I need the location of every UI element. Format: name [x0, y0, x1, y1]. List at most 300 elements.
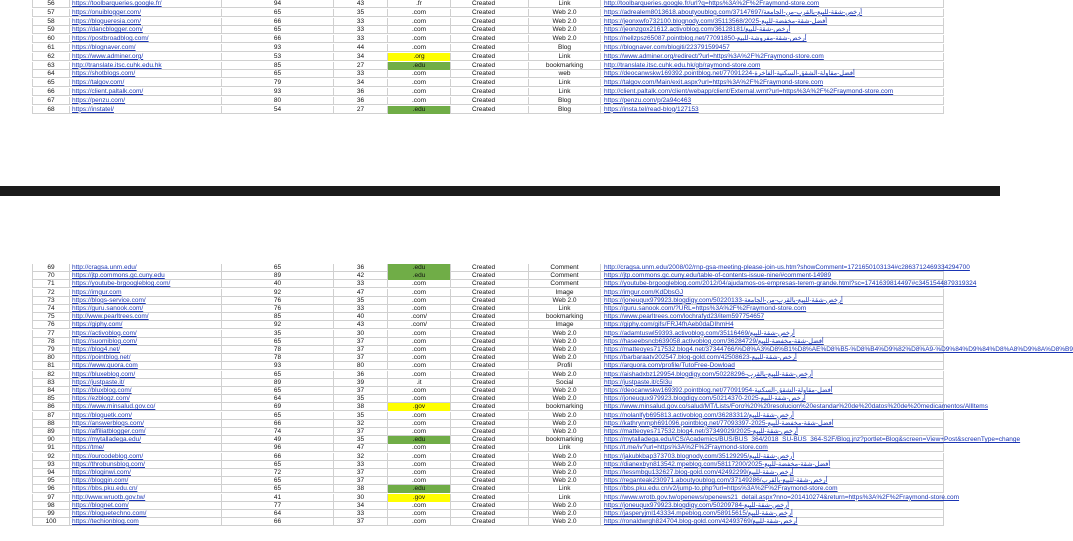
backlink-url-link[interactable]: https://giphy.com/gifs/FRJ4fhAeb0daDIhmH4: [601, 321, 944, 329]
site-url-link[interactable]: https://onuiblogger.com/: [70, 9, 222, 17]
backlink-url-link[interactable]: https://penzu.com/p/2a94c463: [601, 97, 944, 105]
da-cell: 85: [222, 313, 334, 321]
site-url-link[interactable]: https://affiliatblogger.com/: [70, 428, 222, 436]
table-row[interactable]: [32, 338, 944, 346]
da-cell: 78: [222, 346, 334, 354]
backlink-url-link[interactable]: https://jasperyjml143334.mpeblog.com/58915615/أرخص-شقة-للبيع: [601, 510, 944, 518]
pa-cell: 35: [334, 395, 388, 403]
pa-cell: 37: [334, 338, 388, 346]
table-row[interactable]: [32, 313, 944, 321]
da-cell: 76: [222, 297, 334, 305]
tld-cell: .com: [388, 362, 451, 370]
table-row[interactable]: [32, 346, 1073, 354]
table-row[interactable]: [32, 18, 944, 26]
table-row[interactable]: [32, 453, 944, 461]
tld-cell: .com: [388, 346, 451, 354]
link-type-cell: bookmarking: [529, 62, 601, 70]
pa-cell: 33: [334, 18, 388, 26]
site-url-link[interactable]: http://translate.itsc.cuhk.edu.hk: [70, 62, 222, 70]
backlink-url-link[interactable]: https://joneuqux979923.blogdigy.com/50220133-أرخص-شقة-للبيع-بالقرب-من-الجامعة: [601, 297, 944, 305]
table-row[interactable]: [32, 436, 1021, 444]
site-url-link[interactable]: https://talgov.com/: [70, 79, 222, 87]
backlink-url-link[interactable]: https://joneuqux979923.blogdigy.com/50209784-أرخص-شقة-للبيع: [601, 502, 944, 510]
table-row[interactable]: [32, 461, 944, 469]
tld-cell: .com: [388, 502, 451, 510]
site-url-link[interactable]: https://answerblogs.com/: [70, 420, 222, 428]
pa-cell: 37: [334, 346, 388, 354]
row-number-cell: 94: [32, 469, 70, 477]
status-cell: Created: [451, 70, 529, 78]
status-cell: Created: [451, 477, 529, 485]
backlink-url-link[interactable]: https://www.wrotb.gov.tw/openews/openews21_detail.aspx?nno=201410274&return=https%3A%2F%2Fraymond-store.com: [601, 494, 944, 502]
backlink-url-link[interactable]: https://jeonzgox21612.activoblog.com/36128181/أرخص-شقة-للبيع: [601, 26, 944, 34]
link-type-cell: Web 2.0: [529, 35, 601, 43]
row-number-cell: 64: [32, 70, 70, 78]
table-row[interactable]: [32, 354, 944, 362]
link-type-cell: bookmarking: [529, 403, 601, 411]
pa-cell: 33: [334, 510, 388, 518]
tld-cell: .com: [388, 453, 451, 461]
status-cell: Created: [451, 412, 529, 420]
pa-cell: 34: [334, 79, 388, 87]
table-row[interactable]: [32, 26, 944, 34]
da-cell: 65: [222, 485, 334, 493]
tld-cell: .com: [388, 97, 451, 105]
backlink-url-link[interactable]: https://insta.tel/read-blog/127153: [601, 106, 944, 114]
da-cell: 72: [222, 469, 334, 477]
pa-cell: 37: [334, 469, 388, 477]
da-cell: 65: [222, 26, 334, 34]
table-row[interactable]: [32, 330, 944, 338]
backlink-url-link[interactable]: http://cragsa.unm.edu/2008/02/rnp-gsa-meeting-please-join-us.htm?showComment=1721650103134#c2863712469334294700: [601, 264, 944, 272]
link-type-cell: Link: [529, 53, 601, 61]
da-cell: 92: [222, 321, 334, 329]
da-cell: 40: [222, 280, 334, 288]
backlink-url-link[interactable]: https://www.pearltrees.com/lochrafyd23/item597754657: [601, 313, 944, 321]
pa-cell: 36: [334, 264, 388, 272]
table-row[interactable]: [32, 79, 944, 87]
site-url-link[interactable]: https://blog4.net/: [70, 346, 222, 354]
row-number-cell: 71: [32, 280, 70, 288]
backlink-url-link[interactable]: http://toolbarqueries.google.fr/url?q=https%3A%2F%2Fraymond-store.com: [601, 0, 944, 8]
site-url-link[interactable]: https://www.adminer.org/: [70, 53, 222, 61]
pa-cell: 37: [334, 354, 388, 362]
row-number-cell: 96: [32, 485, 70, 493]
table-row[interactable]: [32, 444, 944, 452]
backlink-url-link[interactable]: https://barbaraatv202547.blog-gold.com/42508623-أرخص-شقة-للبيع: [601, 354, 944, 362]
pa-cell: 36: [334, 97, 388, 105]
row-number-cell: 92: [32, 453, 70, 461]
row-number-cell: 75: [32, 313, 70, 321]
site-url-link[interactable]: https://bloginwi.com/: [70, 469, 222, 477]
site-url-link[interactable]: https://bloguetechno.com/: [70, 510, 222, 518]
da-cell: 92: [222, 289, 334, 297]
da-cell: 77: [222, 502, 334, 510]
row-number-cell: 56: [32, 0, 70, 8]
table-row[interactable]: [32, 371, 944, 379]
tld-cell: .com/: [388, 313, 451, 321]
table-row[interactable]: [32, 305, 944, 313]
site-url-link[interactable]: https://penzu.com/: [70, 97, 222, 105]
table-row[interactable]: [32, 88, 944, 96]
backlink-url-link[interactable]: https://t.me/iv?url=https%3A%2F%2Fraymond-store.com: [601, 444, 944, 452]
status-cell: Created: [451, 330, 529, 338]
tld-cell: .com: [388, 510, 451, 518]
status-cell: Created: [451, 354, 529, 362]
status-cell: Created: [451, 106, 529, 114]
link-type-cell: Web 2.0: [529, 428, 601, 436]
site-url-link[interactable]: https://blogueresia.com/: [70, 18, 222, 26]
backlink-url-link[interactable]: https://ronaldwrgh824704.blog-gold.com/42493769/أرخص-شقة-للبيع: [601, 518, 944, 526]
site-url-link[interactable]: https://blogs-service.com/: [70, 297, 222, 305]
backlink-url-link[interactable]: https://talgov.com/Main/exit.aspx?url=https%3A%2F%2Fraymond-store.com: [601, 79, 944, 87]
da-cell: 65: [222, 9, 334, 17]
tld-cell: .edu: [388, 106, 451, 114]
backlink-url-link[interactable]: https://www.minsalud.gov.co/salud/MT/Lists/Foro%20%20resolucion%20estandar%20de%20datos%20de%20medicamentos/AllItems: [601, 403, 944, 411]
pa-cell: 36: [334, 371, 388, 379]
backlink-url-link[interactable]: https://nellzpsz65087.pointblog.net/77091850-أرخص-شقة-مفروشة-للبيع: [601, 35, 944, 43]
site-url-link[interactable]: https://blognaver.com/: [70, 44, 222, 52]
link-type-cell: bookmarking: [529, 313, 601, 321]
site-url-link[interactable]: https://www.minsalud.gov.co/: [70, 403, 222, 411]
row-number-cell: 72: [32, 289, 70, 297]
site-url-link[interactable]: https://shotblogs.com/: [70, 70, 222, 78]
table-row[interactable]: [32, 493, 960, 502]
link-type-cell: Web 2.0: [529, 18, 601, 26]
da-cell: 74: [222, 428, 334, 436]
status-cell: Created: [451, 518, 529, 526]
da-cell: 64: [222, 395, 334, 403]
table-row[interactable]: [32, 0, 944, 8]
table-row[interactable]: [32, 272, 944, 280]
row-number-cell: 98: [32, 502, 70, 510]
backlink-url-link[interactable]: https://youtube-brgoogleblog.com/2012/04/ajudamos-os-empresas-terem-grande.html?sc=1741639814497#c3451544879319324: [601, 280, 944, 288]
backlink-url-link[interactable]: https://justpaste.it/c5l3u: [601, 379, 944, 387]
tld-cell: .com: [388, 280, 451, 288]
row-number-cell: 61: [32, 44, 70, 52]
link-type-cell: Web 2.0: [529, 477, 601, 485]
pa-cell: 40: [334, 313, 388, 321]
site-url-link[interactable]: https://youtube-brgoogleblog.com/: [70, 280, 222, 288]
site-url-link[interactable]: https://justpaste.it/: [70, 379, 222, 387]
row-number-cell: 100: [32, 518, 70, 526]
status-cell: Created: [451, 346, 529, 354]
tld-cell: .edu: [388, 436, 451, 444]
pa-cell: 37: [334, 428, 388, 436]
status-cell: Created: [451, 387, 529, 395]
link-type-cell: bookmarking: [529, 436, 601, 444]
table-row[interactable]: [32, 469, 944, 477]
site-url-link[interactable]: https://jtp.commons.gc.cuny.edu: [70, 272, 222, 280]
table-row[interactable]: [32, 518, 944, 526]
backlink-url-link[interactable]: https://guru.sanook.com/?URL=https%3A%2F%2Fraymond-store.com: [601, 305, 944, 313]
backlink-url-link[interactable]: https://reganteak230971.aboutyoublog.com/37149286/أرخص-شقة-للبيع-بالقرب: [601, 477, 944, 485]
da-cell: 35: [222, 330, 334, 338]
link-type-cell: web: [529, 70, 601, 78]
da-cell: 80: [222, 97, 334, 105]
table-row[interactable]: [32, 477, 944, 485]
backlink-url-link[interactable]: https://deocanwskw169392.pointblog.net/77091224-أفضل-مقاولة-الشقق-السكنية-الفاخرة: [601, 70, 944, 78]
site-url-link[interactable]: http://www.pearltrees.com/: [70, 313, 222, 321]
da-cell: 93: [222, 362, 334, 370]
table-row[interactable]: [32, 485, 944, 493]
table-row[interactable]: [32, 362, 944, 370]
table-row[interactable]: [32, 379, 944, 387]
site-url-link[interactable]: https://dancblogger.com/: [70, 26, 222, 34]
tld-cell: .com: [388, 289, 451, 297]
row-number-cell: 95: [32, 477, 70, 485]
row-number-cell: 91: [32, 444, 70, 452]
table-row[interactable]: [32, 9, 944, 17]
tld-cell: .com: [388, 18, 451, 26]
backlink-url-link[interactable]: https://joneuqux979923.blogdigy.com/50214370-2025-أرخص-شقة-للبيع: [601, 395, 944, 403]
table-row[interactable]: [32, 395, 944, 403]
table-row[interactable]: [32, 280, 977, 288]
site-url-link[interactable]: https://blognet.com/: [70, 502, 222, 510]
link-type-cell: Web 2.0: [529, 395, 601, 403]
pa-cell: 35: [334, 297, 388, 305]
pa-cell: 42: [334, 272, 388, 280]
table-row[interactable]: [32, 321, 944, 329]
status-cell: Created: [451, 44, 529, 52]
table-row[interactable]: [32, 106, 944, 114]
tld-cell: .edu: [388, 264, 451, 272]
site-url-link[interactable]: https://bluxeblog.com/: [70, 371, 222, 379]
backlink-url-link[interactable]: https://imgur.com/KdDbsGJ: [601, 289, 944, 297]
site-url-link[interactable]: https://instatel/: [70, 106, 222, 114]
pa-cell: 47: [334, 289, 388, 297]
backlink-url-link[interactable]: https://jtp.commons.gc.cuny.edu/table-of-contents-issue-nine/#comment-14989: [601, 272, 944, 280]
row-number-cell: 99: [32, 510, 70, 518]
status-cell: Created: [451, 338, 529, 346]
site-url-link[interactable]: https://client.paltalk.com/: [70, 88, 222, 96]
backlink-url-link[interactable]: https://www.adminer.org/redirect/?url=https%3A%2F%2Fraymond-store.com: [601, 53, 944, 61]
status-cell: Created: [451, 297, 529, 305]
link-type-cell: Link: [529, 79, 601, 87]
link-type-cell: Web 2.0: [529, 330, 601, 338]
status-cell: Created: [451, 9, 529, 17]
tld-cell: .com: [388, 354, 451, 362]
row-number-cell: 86: [32, 403, 70, 411]
link-type-cell: Image: [529, 321, 601, 329]
table-row[interactable]: [32, 387, 944, 395]
backlink-url-link[interactable]: https://tessmbgu132627.blog-gold.com/42492299/أرخص-شقة-للبيع: [601, 469, 944, 477]
row-number-cell: 89: [32, 428, 70, 436]
site-url-link[interactable]: https://ourcodeblog.com/: [70, 453, 222, 461]
tld-cell: .com: [388, 395, 451, 403]
backlink-url-link[interactable]: https://adrealem8013618.aboutyoublog.com/37147697/أرخص-شقة-للبيع-بالقرب-من-الجامعة: [601, 9, 944, 17]
tld-cell: .com: [388, 35, 451, 43]
site-url-link[interactable]: https://ezblogz.com/: [70, 395, 222, 403]
row-number-cell: 76: [32, 321, 70, 329]
link-type-cell: Web 2.0: [529, 354, 601, 362]
backlink-url-link[interactable]: https://deocanwskw169392.pointblog.net/77091954-أفضل-مقاولة-الشقق-السكنية: [601, 387, 944, 395]
link-type-cell: Link: [529, 485, 601, 493]
row-number-cell: 81: [32, 362, 70, 370]
status-cell: Created: [451, 469, 529, 477]
row-number-cell: 83: [32, 379, 70, 387]
status-cell: Created: [451, 305, 529, 313]
site-url-link[interactable]: http://cragsa.unm.edu/: [70, 264, 222, 272]
pa-cell: 37: [334, 387, 388, 395]
spreadsheet-top: [32, 0, 944, 114]
backlink-url-link[interactable]: http://translate.itsc.cuhk.edu.hk/gb/raymond-store.com: [601, 62, 944, 70]
pa-cell: 43: [334, 321, 388, 329]
backlink-url-link[interactable]: https://matteoyes717532.blog4.net/37349029/2025-أرخص-شقة-للبيع: [601, 428, 944, 436]
status-cell: Created: [451, 502, 529, 510]
backlink-url-link[interactable]: https://kathrynmph691096.pointblog.net/77093397-2025-أفضل-شقة-مخفضة-للبيع: [601, 420, 944, 428]
site-url-link[interactable]: https://bloguetk.com/: [70, 412, 222, 420]
backlink-url-link[interactable]: https://aishadxbz129954.blogdigy.com/50228296-أرخص-شقة-للبيع-بالقرب: [601, 371, 944, 379]
status-cell: Created: [451, 79, 529, 87]
site-url-link[interactable]: https://giphy.com/: [70, 321, 222, 329]
pa-cell: 27: [334, 106, 388, 114]
table-row[interactable]: [32, 35, 944, 43]
site-url-link[interactable]: https://bloggin.com/: [70, 477, 222, 485]
table-row[interactable]: [32, 403, 988, 411]
pa-cell: 37: [334, 477, 388, 485]
backlink-url-link[interactable]: https://jeonxwfo732100.blognody.com/35113568/2025-أفضل-شقة-مخفضة-للبيع: [601, 18, 944, 26]
site-url-link[interactable]: https://postbroadblog.com/: [70, 35, 222, 43]
link-type-cell: Link: [529, 494, 601, 502]
site-url-link[interactable]: https://techionblog.com: [70, 518, 222, 526]
link-type-cell: Blog: [529, 97, 601, 105]
da-cell: 78: [222, 354, 334, 362]
status-cell: Created: [451, 18, 529, 26]
table-row[interactable]: [32, 44, 944, 52]
pa-cell: 30: [334, 494, 388, 502]
backlink-url-link[interactable]: http://client.paltalk.com/client/webapp/client/External.wmt?url=https%3A%2F%2Fraymond-store.com: [601, 88, 944, 96]
da-cell: 66: [222, 35, 334, 43]
site-url-link[interactable]: https://toolbarqueries.google.fr/: [70, 0, 222, 8]
link-type-cell: Comment: [529, 272, 601, 280]
pa-cell: 37: [334, 518, 388, 526]
backlink-url-link[interactable]: https://dianexbyn813542.mpeblog.com/58117200/2025-أفضل-شقة-مخفضة-للبيع: [601, 461, 944, 469]
da-cell: 89: [222, 379, 334, 387]
table-row[interactable]: [32, 502, 944, 510]
status-cell: Created: [451, 395, 529, 403]
backlink-url-link[interactable]: https://haseebsncb639058.activoblog.com/36284729/أفضل-شقة-مخفضة-للبيع: [601, 338, 944, 346]
site-url-link[interactable]: https://suomiblog.com/: [70, 338, 222, 346]
backlink-url-link[interactable]: https://jakubkbap373703.blognody.com/35129295/أرخص-شقة-للبيع: [601, 453, 944, 461]
pa-cell: 32: [334, 420, 388, 428]
site-url-link[interactable]: https://bbs.pku.edu.cn/: [70, 485, 222, 493]
table-row[interactable]: [32, 428, 944, 436]
link-type-cell: Profil: [529, 362, 601, 370]
tld-cell: .com: [388, 330, 451, 338]
row-number-cell: 67: [32, 97, 70, 105]
row-number-cell: 90: [32, 436, 70, 444]
site-url-link[interactable]: https://tme/: [70, 444, 222, 452]
table-row[interactable]: [32, 264, 970, 272]
da-cell: 66: [222, 453, 334, 461]
backlink-url-link[interactable]: https://arquora.com/profile/TutoFree-Dowload: [601, 362, 944, 370]
table-row[interactable]: [32, 62, 944, 70]
status-cell: Created: [451, 289, 529, 297]
backlink-url-link[interactable]: https://bbs.pku.edu.cn/v2/jump-to.php?url=https%3A%2F%2Fraymond-store.com: [601, 485, 944, 493]
table-row[interactable]: [32, 412, 944, 420]
link-type-cell: Link: [529, 88, 601, 96]
site-url-link[interactable]: http://www.wruotb.gov.tw/: [70, 494, 222, 502]
status-cell: Created: [451, 485, 529, 493]
status-cell: Created: [451, 436, 529, 444]
row-number-cell: 80: [32, 354, 70, 362]
backlink-url-link[interactable]: https://nolanlfyb695813.activoblog.com/36283312/أرخص-شقة-للبيع: [601, 412, 944, 420]
da-cell: 65: [222, 412, 334, 420]
status-cell: Created: [451, 420, 529, 428]
pa-cell: 35: [334, 436, 388, 444]
tld-cell: .edu: [388, 272, 451, 280]
tld-cell: .fr: [388, 0, 451, 8]
status-cell: Created: [451, 321, 529, 329]
da-cell: 94: [222, 0, 334, 8]
site-url-link[interactable]: https://guru.sanook.com/: [70, 305, 222, 313]
link-type-cell: Web 2.0: [529, 297, 601, 305]
site-url-link[interactable]: https://bluxblog.com/: [70, 387, 222, 395]
tld-cell: .com: [388, 338, 451, 346]
tld-cell: .gov: [388, 494, 451, 502]
site-url-link[interactable]: https://www.quora.com: [70, 362, 222, 370]
pa-cell: 38: [334, 403, 388, 411]
da-cell: 65: [222, 371, 334, 379]
pa-cell: 30: [334, 330, 388, 338]
pa-cell: 27: [334, 62, 388, 70]
backlink-url-link[interactable]: https://blognaver.com/blogiti/223791599457: [601, 44, 944, 52]
site-url-link[interactable]: https://pointblog.net/: [70, 354, 222, 362]
backlink-url-link[interactable]: https://mytalladega.edu/ICS/Academics/BUS/BUS_364/2018_SU-BUS_364-S2F/Blog.jnz?portlet=Blog&screen=View+Post&screenType=change: [601, 436, 944, 444]
table-row[interactable]: [32, 70, 944, 78]
status-cell: Created: [451, 26, 529, 34]
pa-cell: 38: [334, 485, 388, 493]
tld-cell: .com: [388, 518, 451, 526]
status-cell: Created: [451, 97, 529, 105]
table-row[interactable]: [32, 297, 944, 305]
status-cell: Created: [451, 453, 529, 461]
table-row[interactable]: [32, 53, 944, 61]
backlink-url-link[interactable]: https://matteoyes717532.blog4.net/37344766/%D8%A3%D8%B1%D8%AE%D8%B5-%D8%B4%D9%82%D8%A9-%D9%84%D9%84%D8%A8%D9%8A%D8%B9: [601, 346, 944, 354]
da-cell: 85: [222, 62, 334, 70]
pa-cell: 44: [334, 44, 388, 52]
site-url-link[interactable]: https://activoblog.com/: [70, 330, 222, 338]
site-url-link[interactable]: https://mytalladega.edu/: [70, 436, 222, 444]
link-type-cell: Social: [529, 379, 601, 387]
pa-cell: 39: [334, 379, 388, 387]
status-cell: Created: [451, 313, 529, 321]
pa-cell: 33: [334, 461, 388, 469]
tld-cell: .org: [388, 53, 451, 61]
site-url-link[interactable]: https://imgur.com: [70, 289, 222, 297]
backlink-url-link[interactable]: https://adamtuswl59393.activoblog.com/35116469/أرخص-شقة-للبيع: [601, 330, 944, 338]
pa-cell: 80: [334, 362, 388, 370]
link-type-cell: Web 2.0: [529, 420, 601, 428]
status-cell: Created: [451, 428, 529, 436]
table-row[interactable]: [32, 510, 944, 518]
site-url-link[interactable]: https://throbunsblog.com/: [70, 461, 222, 469]
row-number-cell: 63: [32, 62, 70, 70]
table-row[interactable]: [32, 289, 944, 297]
link-type-cell: Web 2.0: [529, 453, 601, 461]
status-cell: Created: [451, 444, 529, 452]
table-row[interactable]: [32, 420, 944, 428]
da-cell: 65: [222, 264, 334, 272]
da-cell: 93: [222, 44, 334, 52]
row-number-cell: 66: [32, 88, 70, 96]
tld-cell: .com: [388, 297, 451, 305]
link-type-cell: Web 2.0: [529, 502, 601, 510]
table-row[interactable]: [32, 97, 944, 105]
tld-cell: .gov: [388, 403, 451, 411]
row-number-cell: 60: [32, 35, 70, 43]
